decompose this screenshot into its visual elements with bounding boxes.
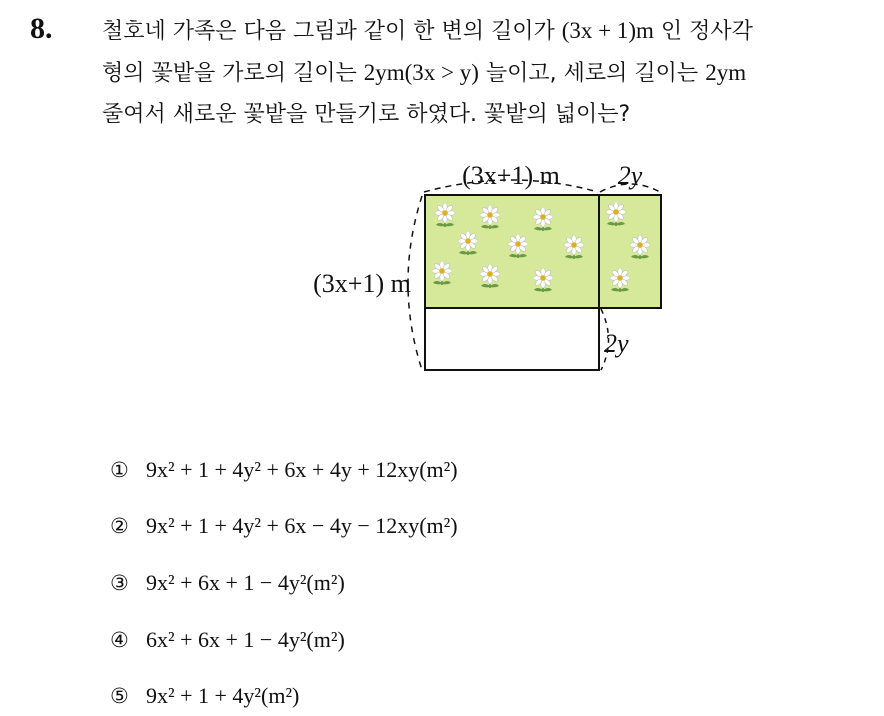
- choice-expression: 9x² + 1 + 4y² + 6x + 4y + 12xy(m²): [146, 457, 458, 482]
- choice-number: ⑤: [110, 684, 129, 708]
- removed-strip: [425, 308, 599, 370]
- daisy-icon: [610, 268, 630, 292]
- choice-1[interactable]: [110, 457, 458, 483]
- daisy-icon: [606, 202, 626, 226]
- choice-2[interactable]: [110, 513, 458, 539]
- choice-expression: 9x² + 1 + 4y² + 6x − 4y − 12xy(m²): [146, 513, 458, 538]
- side-length-expression: (3x + 1)m: [561, 18, 654, 43]
- top-label: (3x+1) m: [462, 161, 560, 190]
- daisy-icon: [508, 234, 528, 258]
- question-text: 늘이고, 세로의 길이는: [478, 61, 706, 86]
- question-line-1: [102, 14, 753, 45]
- daisy-icon: [435, 203, 455, 227]
- top-right-label: 2y: [617, 161, 643, 190]
- question-line-3: 줄여서 새로운 꽃밭을 만들기로 하였다. 꽃밭의 넓이는?: [102, 102, 631, 127]
- daisy-icon: [533, 207, 553, 231]
- garden-figure: [290, 150, 670, 380]
- question-number: 8.: [30, 12, 53, 45]
- width-increase-expression: 2ym(3x > y): [363, 60, 479, 85]
- daisy-icon: [458, 231, 478, 255]
- height-decrease-expression: 2ym: [705, 60, 747, 85]
- choice-expression: 9x² + 1 + 4y²(m²): [146, 683, 300, 708]
- choice-3[interactable]: [110, 570, 345, 596]
- choice-number: ③: [110, 571, 129, 595]
- daisy-icon: [564, 235, 584, 259]
- choice-number: ②: [110, 514, 129, 538]
- daisy-icon: [480, 205, 500, 229]
- question-line-2: [102, 56, 746, 87]
- choice-expression: 6x² + 6x + 1 − 4y²(m²): [146, 627, 345, 652]
- right-label: 2y: [604, 329, 629, 358]
- question-text: 철호네 가족은 다음 그림과 같이 한 변의 길이가: [102, 19, 562, 44]
- daisy-icon: [630, 235, 650, 259]
- question-text: 인 정사각: [653, 19, 753, 44]
- daisy-icon: [533, 268, 553, 292]
- choice-number: ④: [110, 628, 129, 652]
- daisy-icon: [480, 264, 500, 288]
- question-text: 형의 꽃밭을 가로의 길이는: [102, 61, 364, 86]
- daisy-icon: [432, 261, 452, 285]
- left-label: (3x+1) m: [313, 269, 411, 298]
- choice-4[interactable]: [110, 627, 345, 653]
- choice-expression: 9x² + 6x + 1 − 4y²(m²): [146, 570, 345, 595]
- choice-number: ①: [110, 458, 129, 482]
- choice-5[interactable]: [110, 683, 299, 709]
